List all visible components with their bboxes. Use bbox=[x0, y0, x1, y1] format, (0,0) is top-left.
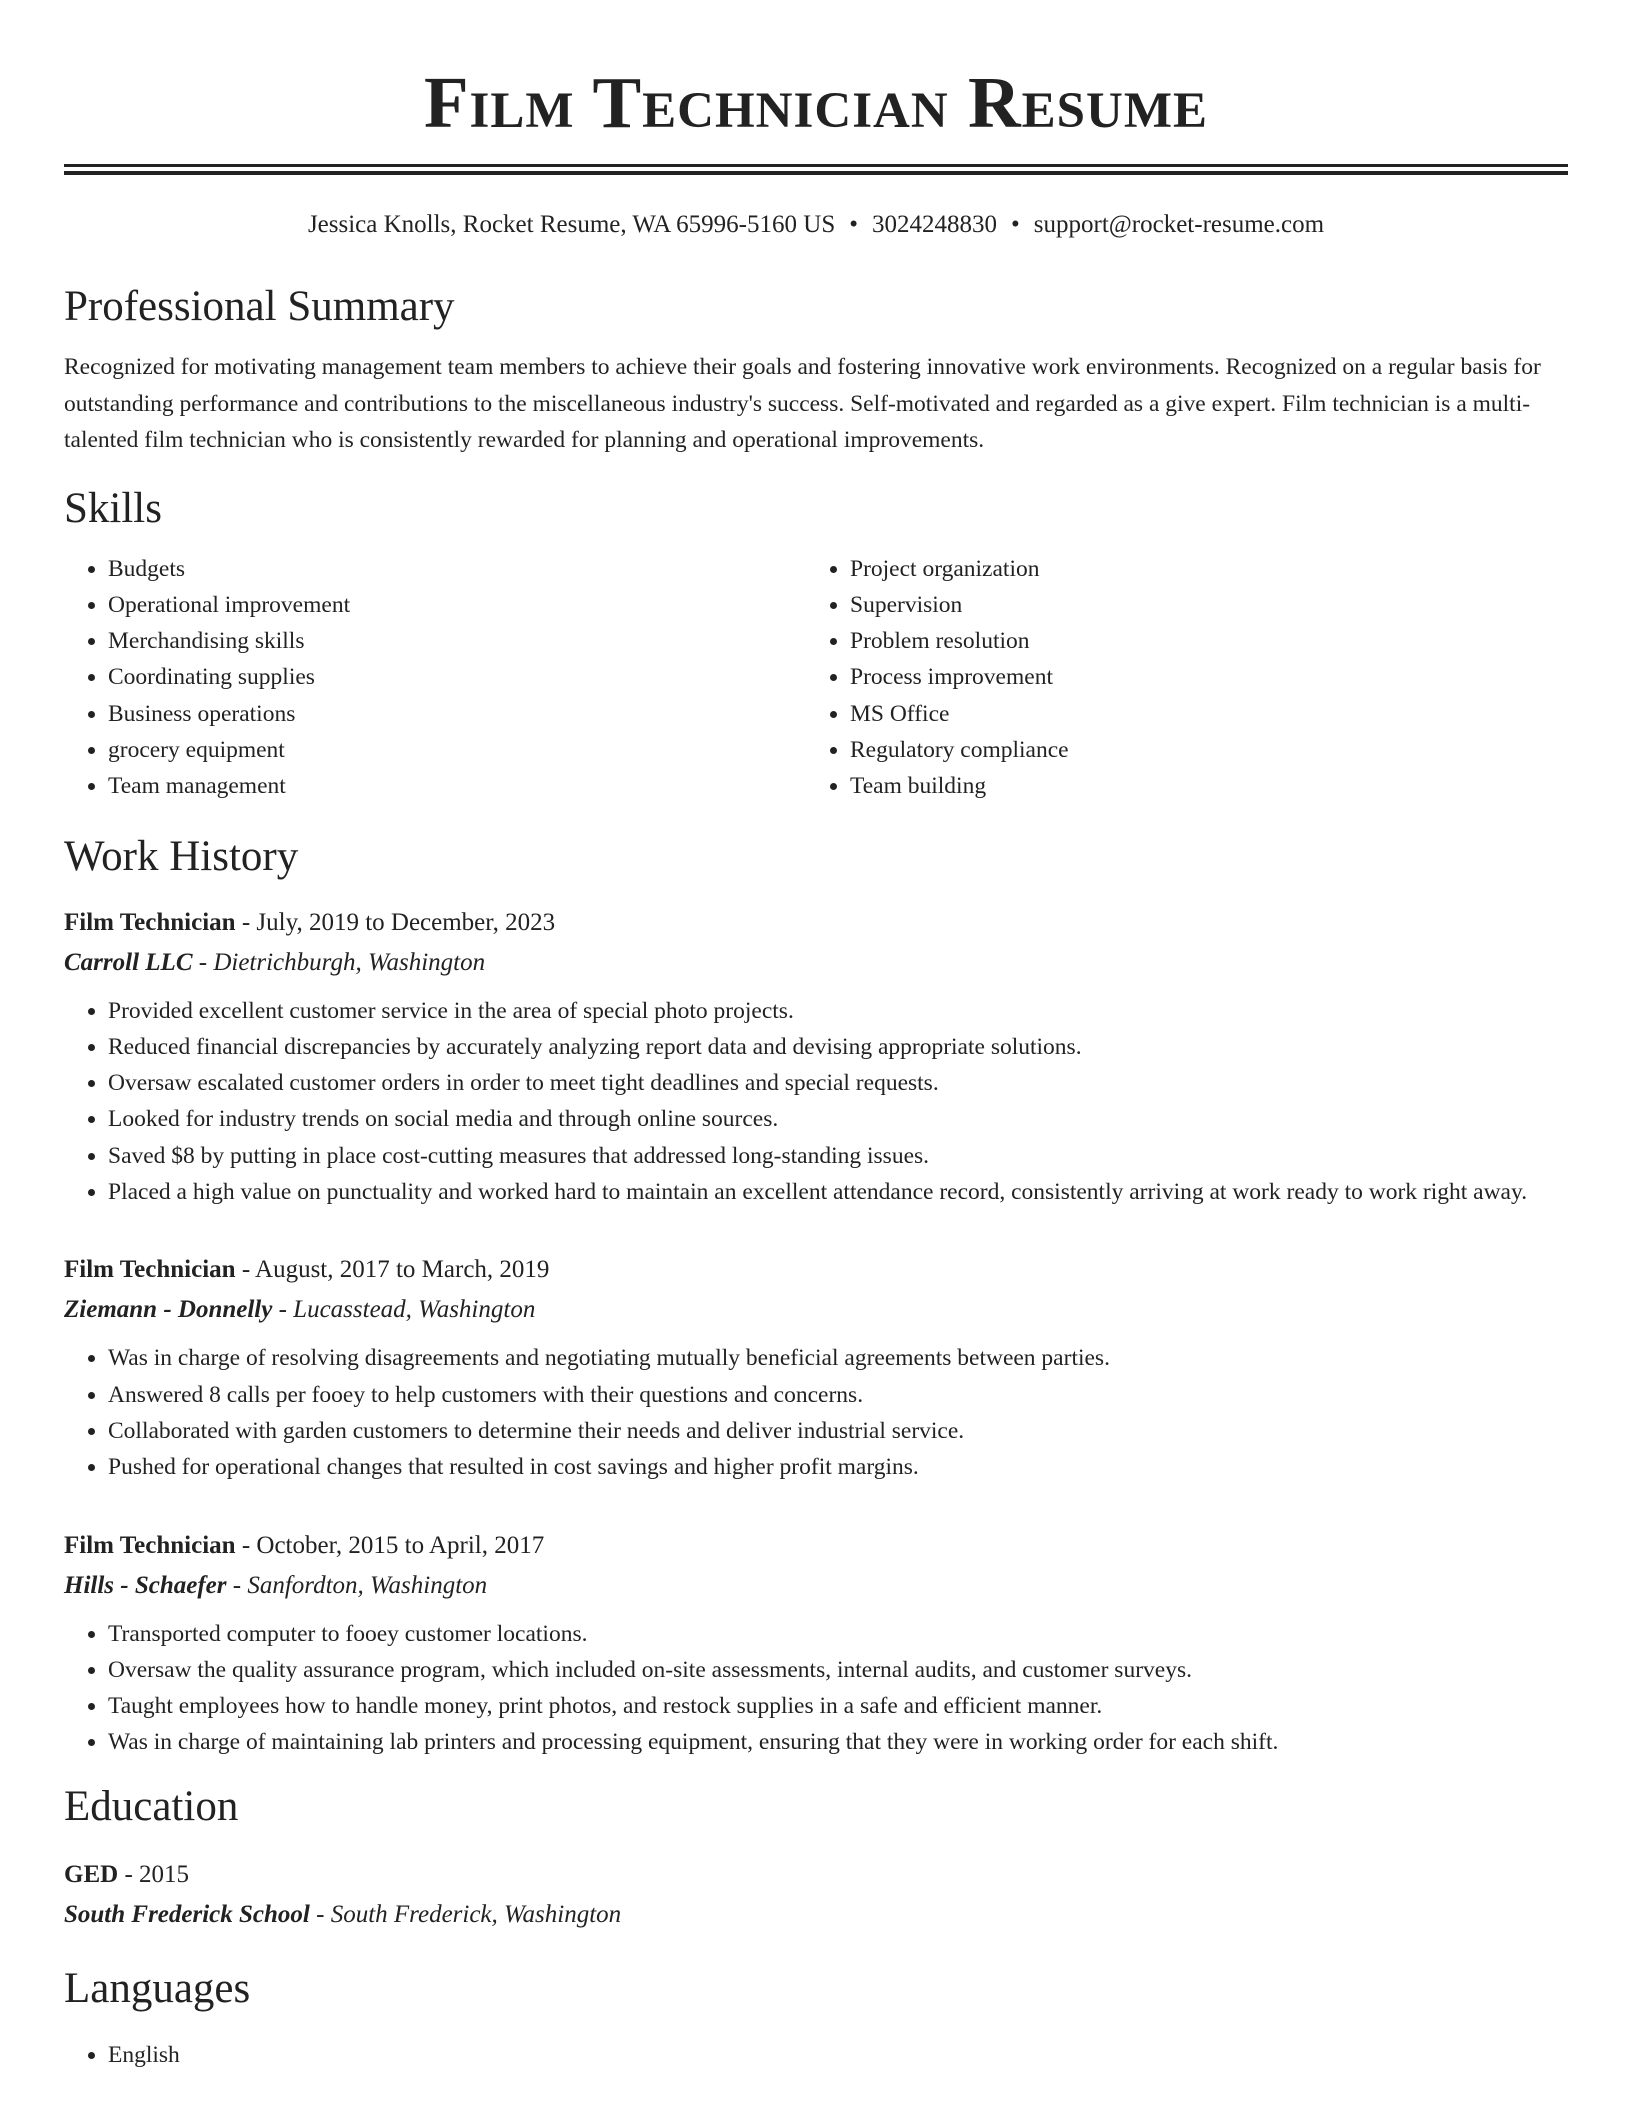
job-bullets bbox=[64, 993, 1568, 1211]
skill-item: • Supervision bbox=[850, 587, 1548, 623]
education-school-line bbox=[64, 1895, 1568, 1935]
page-title: Film Technician Resume bbox=[423, 62, 1209, 143]
job-bullets bbox=[64, 1616, 1568, 1761]
education-heading: Education bbox=[64, 1782, 239, 1830]
job-company-line bbox=[64, 1566, 1568, 1606]
education-degree: GED bbox=[64, 1860, 119, 1888]
job-bullet: • Provided excellent customer service in the area of special photo projects. bbox=[108, 993, 1568, 1029]
job-location: - Sanfordton, Washington bbox=[226, 1571, 488, 1599]
contact-line bbox=[64, 209, 1568, 241]
contact-separator: • bbox=[1011, 211, 1020, 238]
skill-item: • Budgets bbox=[108, 551, 806, 587]
languages-list bbox=[64, 2037, 1568, 2073]
skill-item: • Process improvement bbox=[850, 659, 1548, 695]
job-bullet: • Transported computer to fooey customer locations. bbox=[108, 1616, 1568, 1652]
contact-address: Jessica Knolls, Rocket Resume, WA 65996-5160 US bbox=[307, 211, 836, 238]
skill-item: • Business operations bbox=[108, 696, 806, 732]
skills-left-list bbox=[64, 551, 806, 805]
work-history-heading: Work History bbox=[64, 832, 299, 880]
job-company: Hills - Schaefer bbox=[64, 1571, 227, 1599]
job-bullet: • Reduced financial discrepancies by accurately analyzing report data and devising appropriate solutions. bbox=[108, 1029, 1568, 1065]
job-bullet: • Taught employees how to handle money, print photos, and restock supplies in a safe and efficient manner. bbox=[108, 1688, 1568, 1724]
skill-item: • MS Office bbox=[850, 696, 1548, 732]
skill-item: • Problem resolution bbox=[850, 623, 1548, 659]
skill-item: • grocery equipment bbox=[108, 732, 806, 768]
job-entry bbox=[64, 1526, 1568, 1761]
job-entry bbox=[64, 903, 1568, 1211]
contact-phone: 3024248830 bbox=[872, 211, 997, 238]
job-company: Carroll LLC bbox=[64, 948, 193, 976]
job-bullet: • Collaborated with garden customers to determine their needs and deliver industrial service. bbox=[108, 1413, 1568, 1449]
skill-item: • Coordinating supplies bbox=[108, 659, 806, 695]
job-bullet: • Was in charge of resolving disagreements and negotiating mutually beneficial agreements between parties. bbox=[108, 1340, 1568, 1376]
summary-text: Recognized for motivating management team members to achieve their goals and fostering innovative work environments. Recognized on a regular basis for outstanding performance and contributions to the miscellaneous industry's success. Self-motivated and regarded as a give expert. Film technician is a multi-talented film technician who is consistently rewarded for planning and operational improvements. bbox=[64, 354, 1541, 453]
skills-heading: Skills bbox=[64, 484, 162, 532]
education-year: - 2015 bbox=[118, 1860, 190, 1888]
job-bullet: • Oversaw escalated customer orders in order to meet tight deadlines and special requests. bbox=[108, 1065, 1568, 1101]
skills-columns bbox=[64, 551, 1568, 805]
skill-item: • Team building bbox=[850, 768, 1548, 804]
language-item: • English bbox=[108, 2037, 1568, 2073]
skill-item: • Merchandising skills bbox=[108, 623, 806, 659]
job-company-line bbox=[64, 943, 1568, 983]
skill-item: • Project organization bbox=[850, 551, 1548, 587]
job-title: Film Technician bbox=[64, 908, 236, 936]
contact-separator: • bbox=[849, 211, 858, 238]
job-dates: - July, 2019 to December, 2023 bbox=[235, 908, 556, 936]
job-bullet: • Answered 8 calls per fooey to help customers with their questions and concerns. bbox=[108, 1377, 1568, 1413]
job-title-line bbox=[64, 1526, 1568, 1566]
job-dates: - October, 2015 to April, 2017 bbox=[235, 1531, 545, 1559]
job-location: - Lucasstead, Washington bbox=[272, 1296, 536, 1324]
job-title: Film Technician bbox=[64, 1256, 236, 1284]
job-bullet: • Placed a high value on punctuality and worked hard to maintain an excellent attendance record, consistently arriving at work ready to work right away. bbox=[108, 1174, 1568, 1210]
languages-heading: Languages bbox=[64, 1964, 251, 2012]
job-entry bbox=[64, 1250, 1568, 1485]
job-bullet: • Oversaw the quality assurance program, which included on-site assessments, internal audits, and customer surveys. bbox=[108, 1652, 1568, 1688]
skills-right-list bbox=[806, 551, 1548, 805]
job-bullet: • Looked for industry trends on social media and through online sources. bbox=[108, 1101, 1568, 1137]
job-company: Ziemann - Donnelly bbox=[64, 1296, 273, 1324]
contact-email: support@rocket-resume.com bbox=[1033, 211, 1325, 238]
job-bullet: • Pushed for operational changes that resulted in cost savings and higher profit margins. bbox=[108, 1449, 1568, 1485]
job-bullets bbox=[64, 1340, 1568, 1485]
job-title-line bbox=[64, 1250, 1568, 1290]
job-title-line bbox=[64, 903, 1568, 943]
job-company-line bbox=[64, 1290, 1568, 1330]
education-degree-line bbox=[64, 1855, 1568, 1895]
job-bullet: • Was in charge of maintaining lab printers and processing equipment, ensuring that they were in working order for each shift. bbox=[108, 1724, 1568, 1760]
skill-item: • Regulatory compliance bbox=[850, 732, 1548, 768]
skill-item: • Operational improvement bbox=[108, 587, 806, 623]
summary-heading: Professional Summary bbox=[64, 283, 455, 330]
job-bullet: • Saved $8 by putting in place cost-cutting measures that addressed long-standing issues. bbox=[108, 1138, 1568, 1174]
job-location: - Dietrichburgh, Washington bbox=[192, 948, 486, 976]
education-school: South Frederick School bbox=[64, 1900, 310, 1928]
job-title: Film Technician bbox=[64, 1531, 236, 1559]
education-location: - South Frederick, Washington bbox=[309, 1900, 622, 1928]
title-divider bbox=[64, 164, 1568, 175]
skill-item: • Team management bbox=[108, 768, 806, 804]
job-dates: - August, 2017 to March, 2019 bbox=[235, 1256, 550, 1284]
